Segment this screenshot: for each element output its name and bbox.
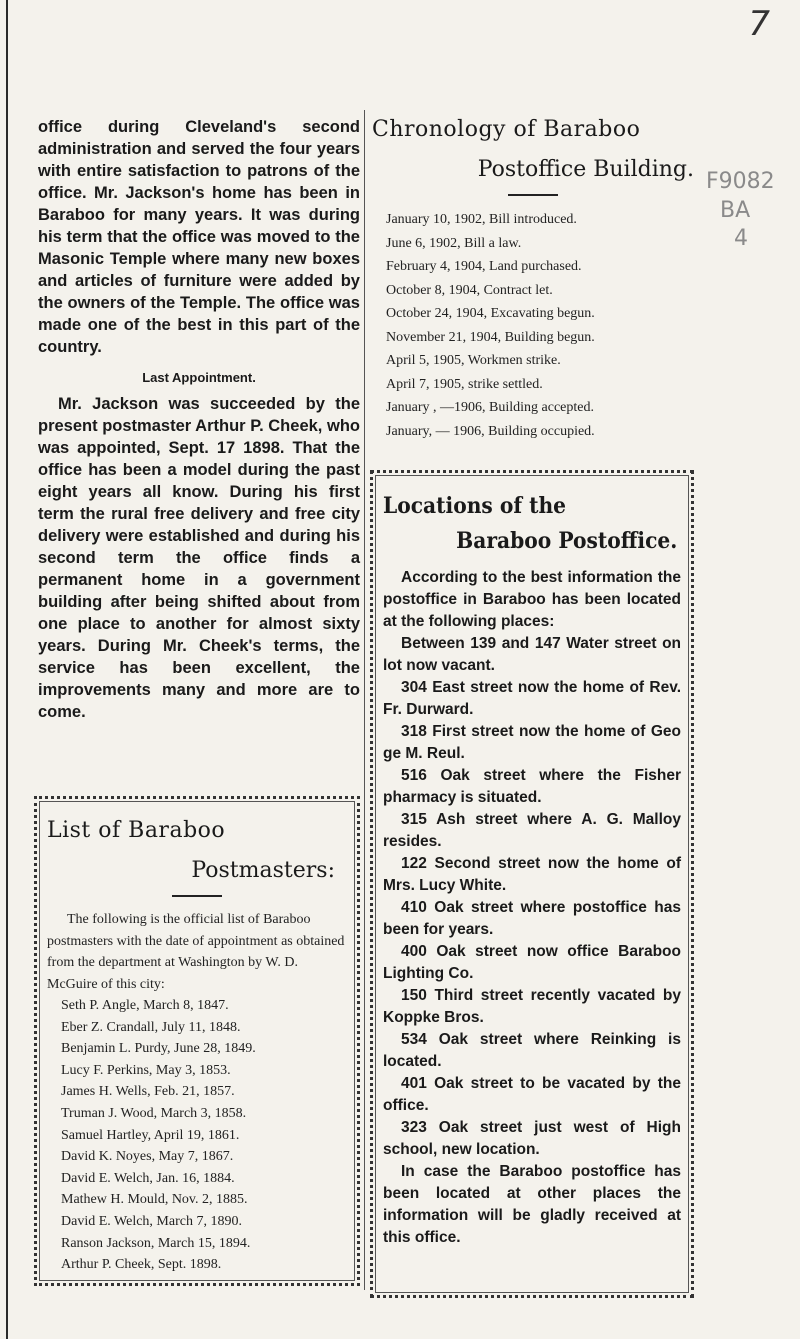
list-item: February 4, 1904, Land purchased. [386,259,582,274]
margin-note-line: 4 [734,226,748,252]
column-divider [364,110,365,1290]
list-item: January , —1906, Building accepted. [386,400,595,415]
title-rule [172,895,222,897]
margin-note-line: BA [720,197,751,223]
locations-box [370,470,694,1298]
article-paragraph: office during Cleveland's second administration and served the four years with entire satisfaction to patrons of the office. Mr. Jackson's home has been in Baraboo for many years. It was during his term that the office was moved to the Masonic Temple where many new boxes and articles of furniture were added by the owners of the Temple. The office was made one of the best in this part of the country. [38,118,360,356]
list-item: October 24, 1904, Excavating begun. [386,306,595,321]
list-item: November 21, 1904, Building begun. [386,329,595,345]
list-item: David E. Welch, March 7, 1890. [61,1213,242,1229]
page-edge [6,0,8,1339]
list-item: June 6, 1902, Bill a law. [386,235,522,251]
list-item: Between 139 and 147 Water street on lot now vacant. [383,635,681,674]
chronology-section [372,116,694,443]
list-item: Ranson Jackson, March 15, 1894. [61,1235,251,1251]
margin-note-line: F9082 [706,169,775,194]
article-paragraph: Mr. Jackson was succeeded by the present postmaster Arthur P. Cheek, who was appointed, Sept. 17 1898. That the office has been a model during the past eight years all know. During his first term the rural free delivery and free city delivery were established and during his second term the office finds a permanent home in a government building after being shifted about from one place to another for almost sixty years. During Mr. Cheek's terms, the service has been excellent, the improvements many and more are to come. [38,395,360,721]
list-item: 410 Oak street where postoffice has been for years. [383,899,681,938]
postmasters-intro: The following is the official list of Baraboo postmasters with the date of appointment as obtained from the department at Washington by W. D. McGuire of this city: [47,912,345,992]
left-article [38,116,360,723]
list-item: 318 First street now the home of Geo ge M. Reul. [383,723,681,762]
list-item: Mathew H. Mould, Nov. 2, 1885. [61,1192,248,1208]
locations-intro: According to the best information the postoffice in Baraboo has been located at the following places: [383,569,681,630]
postmasters-title: Postmasters: [191,858,335,883]
section-subhead: Last Appointment. [142,370,256,385]
postmasters-box [34,796,360,1286]
list-item: 323 Oak street just west of High school, new location. [383,1119,681,1158]
title-rule [508,194,558,196]
list-item: April 7, 1905, strike settled. [386,376,543,392]
list-item: James H. Wells, Feb. 21, 1857. [61,1084,235,1100]
list-item: Truman J. Wood, March 3, 1858. [61,1105,247,1121]
locations-closing: In case the Baraboo postoffice has been located at other places the information will be gladly received at this office. [383,1163,681,1246]
list-item: Eber Z. Crandall, July 11, 1848. [61,1019,241,1035]
locations-title: Baraboo Postoffice. [456,528,678,554]
list-item: January, — 1906, Building occupied. [386,423,595,439]
list-item: 304 East street now the home of Rev. Fr. Durward. [383,679,681,718]
chronology-title: Postoffice Building. [477,157,694,182]
page-number: 7 [748,4,770,44]
postmasters-title: List of Baraboo [47,818,226,843]
postmasters-list [47,995,347,1276]
list-item: April 5, 1905, Workmen strike. [386,353,561,368]
list-item: 516 Oak street where the Fisher pharmacy is situated. [383,767,681,806]
locations-text [383,567,681,1249]
list-item: 150 Third street recently vacated by Koppke Bros. [383,987,681,1026]
list-item: Lucy F. Perkins, May 3, 1853. [61,1062,231,1078]
list-item: Seth P. Angle, March 8, 1847. [61,998,229,1013]
list-item: January 10, 1902, Bill introduced. [386,212,577,227]
list-item: 315 Ash street where A. G. Malloy resides. [383,811,681,850]
list-item: 401 Oak street to be vacated by the office. [383,1075,681,1114]
list-item: Benjamin L. Purdy, June 28, 1849. [61,1041,256,1057]
list-item: David E. Welch, Jan. 16, 1884. [61,1170,235,1186]
list-item: 534 Oak street where Reinking is located. [383,1031,681,1070]
list-item: October 8, 1904, Contract let. [386,282,553,298]
margin-note [706,168,775,254]
list-item: David K. Noyes, May 7, 1867. [61,1149,234,1165]
locations-title: Locations of the [383,493,567,519]
chronology-list [372,208,694,443]
list-item: 400 Oak street now office Baraboo Lighting Co. [383,943,681,982]
list-item: Samuel Hartley, April 19, 1861. [61,1127,240,1143]
list-item: Arthur P. Cheek, Sept. 1898. [61,1257,222,1273]
list-item: 122 Second street now the home of Mrs. Lucy White. [383,855,681,894]
chronology-title: Chronology of Baraboo [372,117,641,142]
